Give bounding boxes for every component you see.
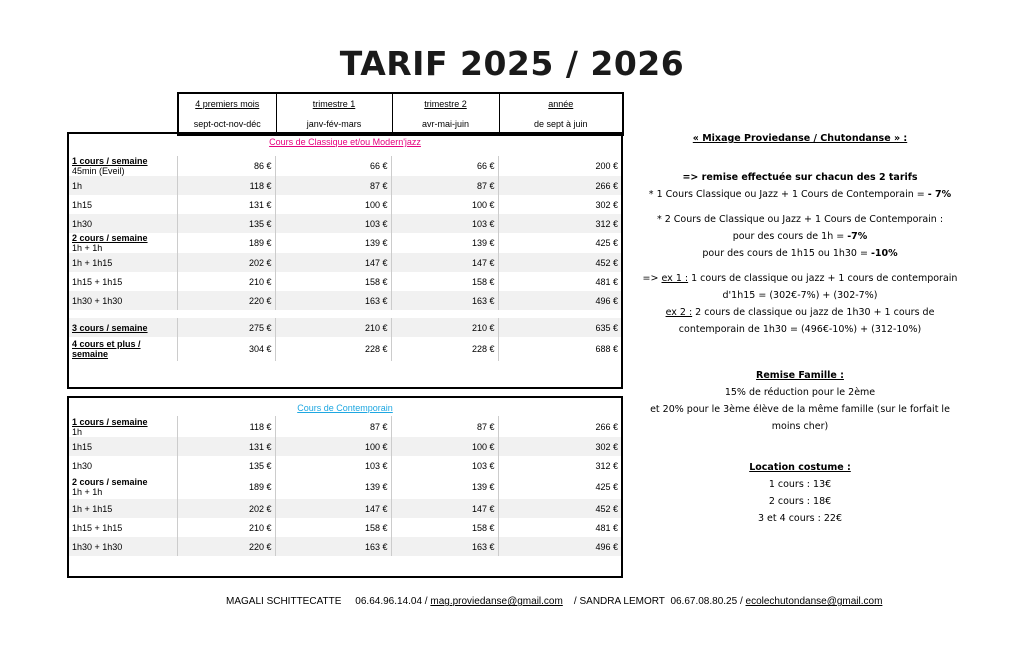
price-cell: 312 € <box>498 456 621 475</box>
price-cell: 210 € <box>391 318 498 337</box>
contact-name: MAGALI SCHITTECATTE <box>226 596 342 607</box>
table-row <box>69 337 621 361</box>
contact-footer: MAGALI SCHITTECATTE 06.64.96.14.04 / mag.proviedanse@gmail.com / SANDRA LEMORT 06.67.08.80.25 / ecolechutondanse@gmail.com <box>226 596 883 607</box>
price-cell: 481 € <box>498 518 621 537</box>
price-cell: 158 € <box>391 272 498 291</box>
row-label: 3 cours / semaine <box>72 322 148 333</box>
price-cell: 189 € <box>177 233 275 253</box>
price-cell: 147 € <box>391 499 498 518</box>
costume-line: 1 cours : 13€ <box>768 479 832 490</box>
section-title-classique: Cours de Classique et/ou Modern'jazz <box>269 137 421 147</box>
row-label: 1h15 <box>72 199 93 210</box>
price-cell: 147 € <box>275 499 391 518</box>
price-cell: 210 € <box>275 318 391 337</box>
price-cell: 302 € <box>498 195 621 214</box>
header-period: année <box>499 93 623 114</box>
contact-phone: 06.67.08.80.25 <box>670 596 738 607</box>
example-1 <box>630 270 970 287</box>
row-label: 1h30 <box>72 460 93 471</box>
family-title: Remise Famille : <box>756 370 844 381</box>
price-cell: 452 € <box>498 499 621 518</box>
price-cell: 220 € <box>177 291 275 310</box>
row-label: 1h + 1h15 <box>69 499 177 518</box>
row-label: 1h30 + 1h30 <box>69 291 177 310</box>
price-cell: 103 € <box>275 214 391 233</box>
table-row <box>69 537 621 556</box>
section-title-contemporain: Cours de Contemporain <box>297 403 393 413</box>
costume-title: Location costume : <box>749 462 851 473</box>
contact-phone: 06.64.96.14.04 <box>355 596 423 607</box>
contact-email-link[interactable]: mag.proviedanse@gmail.com <box>430 596 563 607</box>
price-cell: 87 € <box>275 176 391 195</box>
row-label: 1h <box>72 426 83 437</box>
header-period: trimestre 1 <box>276 93 392 114</box>
price-cell: 118 € <box>177 176 275 195</box>
price-cell: 496 € <box>498 291 621 310</box>
header-months: sept-oct-nov-déc <box>193 119 261 129</box>
price-cell: 228 € <box>391 337 498 361</box>
column-header-table <box>177 92 624 136</box>
costume-line: 2 cours : 18€ <box>768 496 832 507</box>
example-2 <box>630 304 970 321</box>
price-cell: 100 € <box>275 195 391 214</box>
rule-2b-value: -10% <box>870 248 898 259</box>
price-cell: 228 € <box>275 337 391 361</box>
row-label: 1h + 1h <box>72 487 103 497</box>
price-cell: 202 € <box>177 253 275 272</box>
header-period-row <box>178 93 623 114</box>
classique-jazz-table <box>69 134 621 361</box>
mix-title: « Mixage Proviedanse / Chutondanse » : <box>692 133 908 144</box>
price-cell: 220 € <box>177 537 275 556</box>
price-cell: 496 € <box>498 537 621 556</box>
table-row <box>69 176 621 195</box>
price-cell: 189 € <box>177 475 275 499</box>
ex-1-text: 1 cours de classique ou jazz + 1 cours de contemporain <box>688 273 958 284</box>
price-cell: 147 € <box>391 253 498 272</box>
table-row <box>69 253 621 272</box>
price-cell: 312 € <box>498 214 621 233</box>
rule-1-text: * 1 Cours Classique ou Jazz + 1 Cours de Contemporain = <box>648 189 928 200</box>
header-months: de sept à juin <box>499 114 623 135</box>
price-cell: 87 € <box>391 176 498 195</box>
rule-1-value: - 7% <box>927 189 952 200</box>
rule-2b <box>630 245 970 262</box>
group-label: 2 cours / semaine <box>72 233 148 243</box>
price-cell: 100 € <box>275 437 391 456</box>
example-1-line2: d'1h15 = (302€-7%) + (302-7%) <box>722 290 878 301</box>
rule-2a-value: -7% <box>847 231 868 242</box>
family-line: moins cher) <box>771 421 829 432</box>
table-row <box>69 233 621 253</box>
family-line: 15% de réduction pour le 2ème <box>724 387 876 398</box>
row-label: 1h15 <box>69 437 177 456</box>
table-row <box>69 416 621 437</box>
table-row <box>69 214 621 233</box>
table-row <box>69 499 621 518</box>
rule-1 <box>630 186 970 203</box>
table-row <box>69 291 621 310</box>
row-label: 45min (Eveil) <box>72 166 125 176</box>
info-panel <box>630 130 970 527</box>
price-cell: 200 € <box>498 156 621 176</box>
header-period: 4 premiers mois <box>195 99 260 109</box>
spacer-row <box>69 310 621 318</box>
table-row <box>69 272 621 291</box>
price-cell: 103 € <box>391 456 498 475</box>
remise-line: => remise effectuée sur chacun des 2 tarifs <box>682 172 918 183</box>
price-cell: 481 € <box>498 272 621 291</box>
group-label: 2 cours / semaine <box>72 477 148 487</box>
price-cell: 139 € <box>275 475 391 499</box>
price-cell: 87 € <box>391 416 498 437</box>
price-cell: 163 € <box>275 537 391 556</box>
price-cell: 202 € <box>177 499 275 518</box>
rule-2a-text: pour des cours de 1h = <box>732 231 848 242</box>
price-cell: 135 € <box>177 214 275 233</box>
price-cell: 158 € <box>275 272 391 291</box>
price-cell: 210 € <box>177 518 275 537</box>
ex-2-text: 2 cours de classique ou jazz de 1h30 + 1 cours de <box>692 307 935 318</box>
contact-name: SANDRA LEMORT <box>579 596 665 607</box>
price-cell: 425 € <box>498 475 621 499</box>
price-cell: 131 € <box>177 195 275 214</box>
header-months: avr-mai-juin <box>392 114 499 135</box>
price-cell: 118 € <box>177 416 275 437</box>
section-title-row <box>69 400 621 416</box>
page-title: TARIF 2025 / 2026 <box>339 44 685 83</box>
price-cell: 158 € <box>391 518 498 537</box>
price-cell: 103 € <box>275 456 391 475</box>
price-cell: 266 € <box>498 176 621 195</box>
price-cell: 425 € <box>498 233 621 253</box>
price-cell: 163 € <box>391 291 498 310</box>
contemporain-table <box>69 400 621 556</box>
row-label: 1h15 + 1h15 <box>72 522 123 533</box>
price-cell: 158 € <box>275 518 391 537</box>
price-cell: 688 € <box>498 337 621 361</box>
group-label: 1 cours / semaine <box>72 416 148 427</box>
price-cell: 163 € <box>275 291 391 310</box>
example-2-line2: contemporain de 1h30 = (496€-10%) + (312-10%) <box>678 324 922 335</box>
table-row <box>69 318 621 337</box>
price-cell: 452 € <box>498 253 621 272</box>
table-row <box>69 437 621 456</box>
price-cell: 139 € <box>275 233 391 253</box>
group-label: 1 cours / semaine <box>72 156 148 166</box>
price-cell: 87 € <box>275 416 391 437</box>
price-cell: 135 € <box>177 456 275 475</box>
row-label: 1h15 + 1h15 <box>72 276 123 287</box>
price-cell: 147 € <box>275 253 391 272</box>
row-label: 1h30 <box>69 214 177 233</box>
price-cell: 100 € <box>391 195 498 214</box>
table-row <box>69 156 621 176</box>
table-row <box>69 475 621 499</box>
price-cell: 66 € <box>391 156 498 176</box>
row-label: 1h + 1h15 <box>69 253 177 272</box>
price-cell: 131 € <box>177 437 275 456</box>
rule-2b-text: pour des cours de 1h15 ou 1h30 = <box>702 248 871 259</box>
price-cell: 86 € <box>177 156 275 176</box>
price-cell: 275 € <box>177 318 275 337</box>
table-row <box>69 456 621 475</box>
row-label: 4 cours et plus / semaine <box>72 339 141 359</box>
price-cell: 163 € <box>391 537 498 556</box>
price-cell: 66 € <box>275 156 391 176</box>
price-cell: 266 € <box>498 416 621 437</box>
contact-email-link[interactable]: ecolechutondanse@gmail.com <box>745 596 883 607</box>
price-cell: 302 € <box>498 437 621 456</box>
table-row <box>69 518 621 537</box>
family-line: et 20% pour le 3ème élève de la même famille (sur le forfait le <box>650 404 950 415</box>
row-label: 1h <box>69 176 177 195</box>
row-label: 1h30 + 1h30 <box>69 537 177 556</box>
header-period: trimestre 2 <box>392 93 499 114</box>
rule-2: * 2 Cours de Classique ou Jazz + 1 Cours de Contemporain : <box>656 214 944 225</box>
price-cell: 103 € <box>391 214 498 233</box>
price-cell: 139 € <box>391 475 498 499</box>
ex-2-label: ex 2 : <box>665 307 693 318</box>
ex-1-label: ex 1 : <box>661 273 689 284</box>
price-cell: 100 € <box>391 437 498 456</box>
costume-line: 3 et 4 cours : 22€ <box>757 513 842 524</box>
ex-1-prefix: => <box>642 273 662 284</box>
price-cell: 139 € <box>391 233 498 253</box>
price-cell: 210 € <box>177 272 275 291</box>
row-label: 1h + 1h <box>72 243 103 253</box>
price-cell: 304 € <box>177 337 275 361</box>
price-cell: 635 € <box>498 318 621 337</box>
section-title-row <box>69 134 621 150</box>
header-months: janv-fév-mars <box>276 114 392 135</box>
rule-2a <box>630 228 970 245</box>
table-row <box>69 195 621 214</box>
